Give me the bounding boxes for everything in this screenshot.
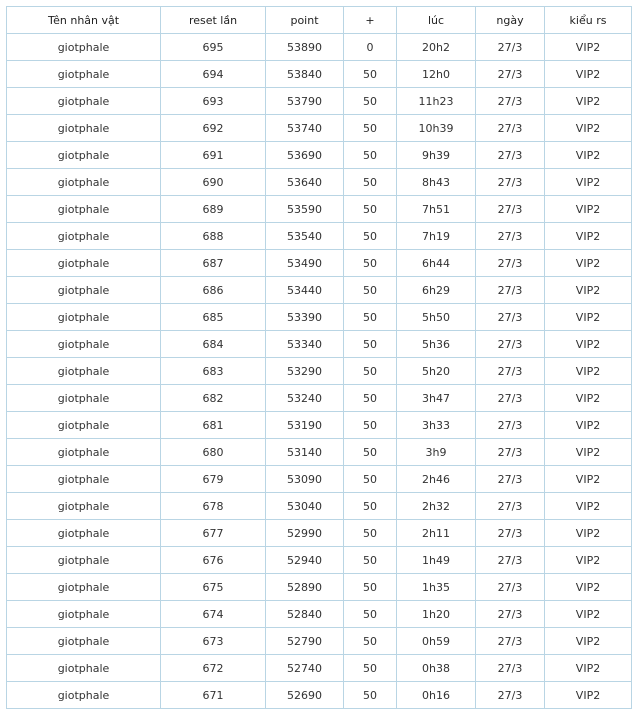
table-row: [7, 196, 632, 223]
cell-reset-type: VIP2: [545, 34, 632, 61]
cell-reset-count: 671: [161, 682, 266, 709]
cell-reset-type: VIP2: [545, 142, 632, 169]
cell-character-name: giotphale: [7, 34, 161, 61]
cell-date: 27/3: [476, 655, 545, 682]
cell-point: 53340: [266, 331, 344, 358]
cell-plus: 50: [344, 358, 397, 385]
cell-date: 27/3: [476, 61, 545, 88]
cell-point: 53290: [266, 358, 344, 385]
cell-point: 53840: [266, 61, 344, 88]
cell-date: 27/3: [476, 601, 545, 628]
cell-date: 27/3: [476, 250, 545, 277]
table-row: [7, 169, 632, 196]
cell-character-name: giotphale: [7, 520, 161, 547]
table-row: [7, 304, 632, 331]
cell-reset-count: 675: [161, 574, 266, 601]
cell-plus: 50: [344, 142, 397, 169]
cell-time: 11h23: [397, 88, 476, 115]
header-reset-type: kiểu rs: [545, 7, 632, 34]
cell-reset-type: VIP2: [545, 412, 632, 439]
cell-plus: 50: [344, 520, 397, 547]
cell-character-name: giotphale: [7, 61, 161, 88]
cell-time: 10h39: [397, 115, 476, 142]
cell-plus: 50: [344, 385, 397, 412]
cell-reset-type: VIP2: [545, 223, 632, 250]
cell-time: 5h50: [397, 304, 476, 331]
cell-reset-count: 693: [161, 88, 266, 115]
cell-reset-count: 678: [161, 493, 266, 520]
cell-character-name: giotphale: [7, 250, 161, 277]
cell-time: 5h36: [397, 331, 476, 358]
table-header: [7, 7, 632, 34]
cell-reset-count: 691: [161, 142, 266, 169]
cell-time: 9h39: [397, 142, 476, 169]
cell-reset-count: 692: [161, 115, 266, 142]
table-row: [7, 466, 632, 493]
cell-point: 52890: [266, 574, 344, 601]
cell-reset-count: 677: [161, 520, 266, 547]
cell-reset-type: VIP2: [545, 88, 632, 115]
cell-point: 53540: [266, 223, 344, 250]
cell-time: 3h47: [397, 385, 476, 412]
cell-reset-type: VIP2: [545, 439, 632, 466]
table-row: [7, 88, 632, 115]
cell-point: 53390: [266, 304, 344, 331]
table-row: [7, 439, 632, 466]
cell-point: 53690: [266, 142, 344, 169]
table-row: [7, 34, 632, 61]
cell-reset-type: VIP2: [545, 493, 632, 520]
cell-reset-type: VIP2: [545, 682, 632, 709]
table-row: [7, 223, 632, 250]
cell-date: 27/3: [476, 304, 545, 331]
cell-reset-count: 683: [161, 358, 266, 385]
cell-time: 2h11: [397, 520, 476, 547]
cell-character-name: giotphale: [7, 601, 161, 628]
cell-date: 27/3: [476, 628, 545, 655]
cell-reset-count: 694: [161, 61, 266, 88]
cell-plus: 50: [344, 196, 397, 223]
cell-time: 0h38: [397, 655, 476, 682]
cell-character-name: giotphale: [7, 223, 161, 250]
table-row: [7, 61, 632, 88]
cell-plus: 50: [344, 682, 397, 709]
cell-character-name: giotphale: [7, 304, 161, 331]
cell-time: 2h32: [397, 493, 476, 520]
cell-plus: 50: [344, 115, 397, 142]
cell-reset-count: 690: [161, 169, 266, 196]
table-row: [7, 655, 632, 682]
cell-character-name: giotphale: [7, 331, 161, 358]
cell-reset-count: 686: [161, 277, 266, 304]
header-plus: +: [344, 7, 397, 34]
cell-reset-type: VIP2: [545, 547, 632, 574]
cell-point: 53090: [266, 466, 344, 493]
cell-plus: 50: [344, 331, 397, 358]
cell-reset-count: 682: [161, 385, 266, 412]
cell-reset-type: VIP2: [545, 61, 632, 88]
cell-date: 27/3: [476, 574, 545, 601]
cell-character-name: giotphale: [7, 628, 161, 655]
table-row: [7, 493, 632, 520]
cell-plus: 50: [344, 304, 397, 331]
cell-point: 53040: [266, 493, 344, 520]
cell-time: 12h0: [397, 61, 476, 88]
header-point: point: [266, 7, 344, 34]
cell-time: 2h46: [397, 466, 476, 493]
table-row: [7, 412, 632, 439]
cell-plus: 50: [344, 628, 397, 655]
cell-point: 53490: [266, 250, 344, 277]
cell-date: 27/3: [476, 196, 545, 223]
cell-plus: 50: [344, 412, 397, 439]
cell-reset-count: 689: [161, 196, 266, 223]
table-row: [7, 574, 632, 601]
cell-plus: 50: [344, 88, 397, 115]
cell-character-name: giotphale: [7, 142, 161, 169]
cell-character-name: giotphale: [7, 385, 161, 412]
cell-time: 5h20: [397, 358, 476, 385]
cell-reset-count: 687: [161, 250, 266, 277]
header-row: [7, 7, 632, 34]
cell-point: 52690: [266, 682, 344, 709]
cell-date: 27/3: [476, 466, 545, 493]
cell-point: 53440: [266, 277, 344, 304]
header-character-name: Tên nhân vật: [7, 7, 161, 34]
cell-date: 27/3: [476, 331, 545, 358]
cell-reset-type: VIP2: [545, 277, 632, 304]
cell-time: 20h2: [397, 34, 476, 61]
cell-point: 53790: [266, 88, 344, 115]
cell-date: 27/3: [476, 547, 545, 574]
cell-plus: 50: [344, 466, 397, 493]
cell-reset-type: VIP2: [545, 655, 632, 682]
reset-history-table: [6, 6, 632, 709]
cell-character-name: giotphale: [7, 196, 161, 223]
cell-character-name: giotphale: [7, 466, 161, 493]
cell-plus: 50: [344, 169, 397, 196]
table-row: [7, 385, 632, 412]
cell-plus: 50: [344, 439, 397, 466]
cell-point: 53240: [266, 385, 344, 412]
cell-plus: 50: [344, 655, 397, 682]
cell-reset-type: VIP2: [545, 601, 632, 628]
cell-point: 52790: [266, 628, 344, 655]
cell-date: 27/3: [476, 169, 545, 196]
cell-reset-count: 685: [161, 304, 266, 331]
cell-plus: 0: [344, 34, 397, 61]
header-time: lúc: [397, 7, 476, 34]
table-row: [7, 250, 632, 277]
cell-point: 53740: [266, 115, 344, 142]
cell-plus: 50: [344, 250, 397, 277]
header-reset-count: reset lần: [161, 7, 266, 34]
cell-plus: 50: [344, 547, 397, 574]
cell-point: 53890: [266, 34, 344, 61]
cell-point: 52990: [266, 520, 344, 547]
cell-character-name: giotphale: [7, 493, 161, 520]
table-row: [7, 682, 632, 709]
table-row: [7, 331, 632, 358]
cell-plus: 50: [344, 493, 397, 520]
cell-date: 27/3: [476, 34, 545, 61]
table-row: [7, 628, 632, 655]
cell-point: 52840: [266, 601, 344, 628]
cell-date: 27/3: [476, 88, 545, 115]
cell-reset-type: VIP2: [545, 385, 632, 412]
cell-date: 27/3: [476, 682, 545, 709]
cell-reset-count: 684: [161, 331, 266, 358]
cell-reset-type: VIP2: [545, 196, 632, 223]
cell-reset-type: VIP2: [545, 331, 632, 358]
cell-time: 0h16: [397, 682, 476, 709]
cell-plus: 50: [344, 223, 397, 250]
cell-time: 1h49: [397, 547, 476, 574]
cell-character-name: giotphale: [7, 574, 161, 601]
cell-date: 27/3: [476, 223, 545, 250]
cell-date: 27/3: [476, 439, 545, 466]
cell-character-name: giotphale: [7, 169, 161, 196]
cell-time: 7h51: [397, 196, 476, 223]
cell-character-name: giotphale: [7, 358, 161, 385]
cell-reset-count: 672: [161, 655, 266, 682]
cell-time: 3h9: [397, 439, 476, 466]
cell-character-name: giotphale: [7, 412, 161, 439]
cell-reset-count: 695: [161, 34, 266, 61]
cell-plus: 50: [344, 277, 397, 304]
cell-time: 6h44: [397, 250, 476, 277]
cell-reset-count: 676: [161, 547, 266, 574]
cell-reset-type: VIP2: [545, 250, 632, 277]
reset-history-table-container: [6, 6, 631, 709]
cell-reset-type: VIP2: [545, 628, 632, 655]
table-body: [7, 34, 632, 709]
header-date: ngày: [476, 7, 545, 34]
cell-reset-type: VIP2: [545, 169, 632, 196]
cell-reset-type: VIP2: [545, 520, 632, 547]
cell-date: 27/3: [476, 385, 545, 412]
cell-reset-type: VIP2: [545, 358, 632, 385]
cell-reset-type: VIP2: [545, 466, 632, 493]
cell-point: 52740: [266, 655, 344, 682]
cell-plus: 50: [344, 601, 397, 628]
cell-character-name: giotphale: [7, 115, 161, 142]
cell-reset-type: VIP2: [545, 574, 632, 601]
cell-date: 27/3: [476, 358, 545, 385]
cell-plus: 50: [344, 574, 397, 601]
cell-character-name: giotphale: [7, 547, 161, 574]
cell-date: 27/3: [476, 412, 545, 439]
table-row: [7, 115, 632, 142]
cell-reset-count: 674: [161, 601, 266, 628]
cell-character-name: giotphale: [7, 88, 161, 115]
cell-reset-count: 681: [161, 412, 266, 439]
cell-point: 52940: [266, 547, 344, 574]
table-row: [7, 142, 632, 169]
cell-date: 27/3: [476, 115, 545, 142]
table-row: [7, 547, 632, 574]
table-row: [7, 520, 632, 547]
cell-reset-type: VIP2: [545, 304, 632, 331]
cell-date: 27/3: [476, 277, 545, 304]
cell-reset-type: VIP2: [545, 115, 632, 142]
cell-date: 27/3: [476, 493, 545, 520]
cell-time: 6h29: [397, 277, 476, 304]
cell-time: 7h19: [397, 223, 476, 250]
cell-character-name: giotphale: [7, 277, 161, 304]
cell-reset-count: 688: [161, 223, 266, 250]
cell-point: 53190: [266, 412, 344, 439]
cell-date: 27/3: [476, 520, 545, 547]
cell-reset-count: 673: [161, 628, 266, 655]
cell-time: 3h33: [397, 412, 476, 439]
cell-time: 0h59: [397, 628, 476, 655]
cell-time: 8h43: [397, 169, 476, 196]
table-row: [7, 358, 632, 385]
cell-character-name: giotphale: [7, 682, 161, 709]
cell-plus: 50: [344, 61, 397, 88]
cell-character-name: giotphale: [7, 439, 161, 466]
cell-date: 27/3: [476, 142, 545, 169]
cell-point: 53140: [266, 439, 344, 466]
cell-character-name: giotphale: [7, 655, 161, 682]
cell-reset-count: 680: [161, 439, 266, 466]
table-row: [7, 277, 632, 304]
cell-time: 1h20: [397, 601, 476, 628]
cell-point: 53590: [266, 196, 344, 223]
cell-point: 53640: [266, 169, 344, 196]
cell-time: 1h35: [397, 574, 476, 601]
table-row: [7, 601, 632, 628]
cell-reset-count: 679: [161, 466, 266, 493]
